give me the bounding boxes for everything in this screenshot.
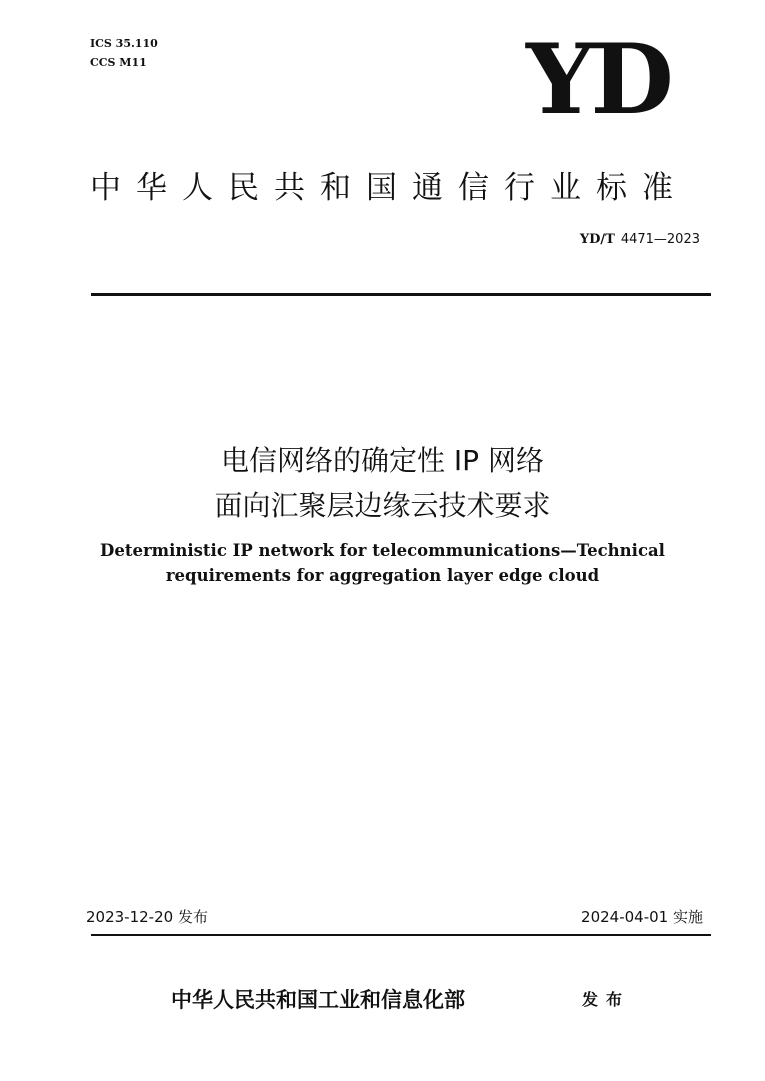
english-title-line-2: requirements for aggregation layer edge cloud [165,566,600,585]
chinese-title-line-1: 电信网络的确定性 IP 网络 [221,444,544,477]
standard-number [580,232,700,247]
issue-date: 2023-12-20 发布 [86,908,208,926]
ics-code: ICS 35.110 [90,37,158,50]
english-title [0,538,765,588]
chinese-title [0,438,765,528]
yd-logo: YD [526,23,670,136]
classification-codes [90,34,158,72]
chinese-title-line-2: 面向汇聚层边缘云技术要求 [214,489,551,522]
ccs-code: CCS M11 [90,56,147,69]
english-title-line-1: Deterministic IP network for telecommunications—Technical [100,541,665,560]
implementation-date: 2024-04-01 实施 [581,908,703,926]
standard-number-prefix: YD/T [579,232,615,247]
publisher-name: 中华人民共和国工业和信息化部 [171,987,465,1012]
publish-label: 发布 [582,990,631,1009]
standard-number-value: 4471—2023 [620,232,700,247]
top-divider [91,293,711,296]
bottom-divider [91,934,711,936]
standard-category-title: 中华人民共和国通信行业标准 [90,170,688,206]
